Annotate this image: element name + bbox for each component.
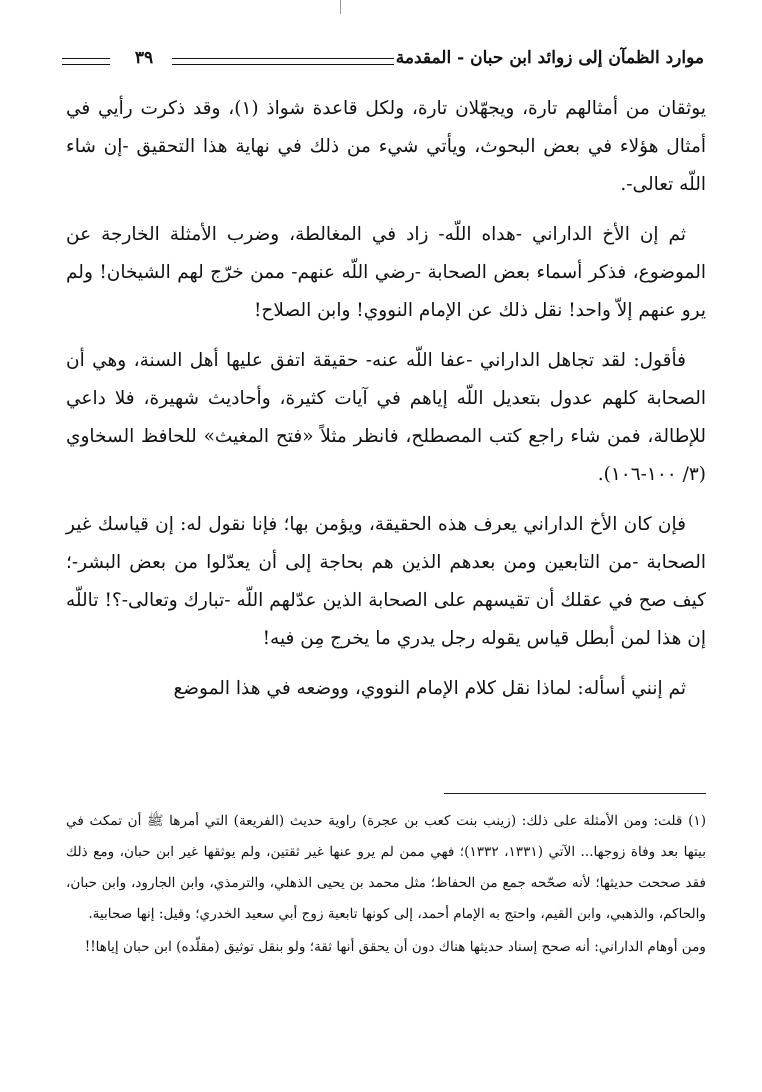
footnotes: [66, 806, 706, 1076]
header-title: موارد الظمآن إلى زوائد ابن حبان - المقدمة: [395, 48, 704, 68]
footnote-1: (١) قلت: ومن الأمثلة على ذلك: (زينب بنت كعب بن عجرة) راوية حديث (الفريعة) التي أمرها ﷺ أن تمكث في بيتها بعد وفاة زوجها... الآتي (١٣٣١، ١٣٣٢)؛ فهي ممن لم يرو عنها غير ثقتين، ولم يوثقها غير ابن حبان، ومع ذلك فقد صححت حديثها؛ لأنه صحّحه جمع من الحفاظ؛ مثل محمد بن يحيى الذهلي، والترمذي، وابن الجارود، وابن حبان، والحاكم، والذهبي، وابن القيم، واحتج به الإمام أحمد، إلى كونها تابعية زوج أبي سعيد الخدري؛ وقيل: إنها صحابية.: [66, 813, 707, 922]
header-rule-left: [62, 58, 110, 65]
footnote-separator: [444, 793, 706, 794]
footnote-1-continuation: ومن أوهام الداراني: أنه صحح إسناد حديثها هناك دون أن يحقق أنها ثقة؛ ولو بنقل توثيق (مقلّده) ابن حبان إياها!!: [84, 939, 706, 955]
top-crop-mark: [340, 0, 341, 14]
main-text: [66, 90, 706, 800]
paragraph-5: ثم إنني أسأله: لماذا نقل كلام الإمام النووي، ووضعه في هذا الموضع: [173, 678, 686, 699]
paragraph-4: فإن كان الأخ الداراني يعرف هذه الحقيقة، ويؤمن بها؛ فإنا نقول له: إن قياسك غير الصحابة -من التابعين ومن بعدهم الذين هم بحاجة إلى أن يعدّلوا من بعض البشر-؛ كيف صح في عقلك أن تقيسهم على الصحابة الذين عدّلهم اللّه -تبارك وتعالى-؟! تاللّه إن هذا لمن أبطل قياس يقوله رجل يدري ما يخرج مِن فيه!: [66, 514, 706, 649]
running-header: [62, 42, 704, 82]
header-rule-middle: [172, 58, 394, 65]
paragraph-2: ثم إن الأخ الداراني -هداه اللّه- زاد في المغالطة، وضرب الأمثلة الخارجة عن الموضوع، فذكر أسماء بعض الصحابة -رضي اللّه عنهم- ممن خرّج لهم الشيخان! ولم يرو عنهم إلاّ واحد! نقل ذلك عن الإمام النووي! وابن الصلاح!: [66, 224, 706, 321]
page-number: ٣٩: [134, 48, 154, 68]
paragraph-3: فأقول: لقد تجاهل الداراني -عفا اللّه عنه- حقيقة اتفق عليها أهل السنة، وهي أن الصحابة كلهم عدول بتعديل اللّه إياهم في آيات كثيرة، وأحاديث شهيرة، فلا داعي للإطالة، فمن شاء راجع كتب المصطلح، فانظر مثلاً «فتح المغيث» للحافظ السخاوي (٣/ ١٠٠-١٠٦).: [66, 350, 706, 485]
paragraph-1: يوثقان من أمثالهم تارة، ويجهّلان تارة، ولكل قاعدة شواذ (١)، وقد ذكرت رأيي في أمثال هؤلاء في بعض البحوث، ويأتي شيء من ذلك في نهاية هذا التحقيق -إن شاء اللّه تعالى-.: [66, 98, 706, 195]
